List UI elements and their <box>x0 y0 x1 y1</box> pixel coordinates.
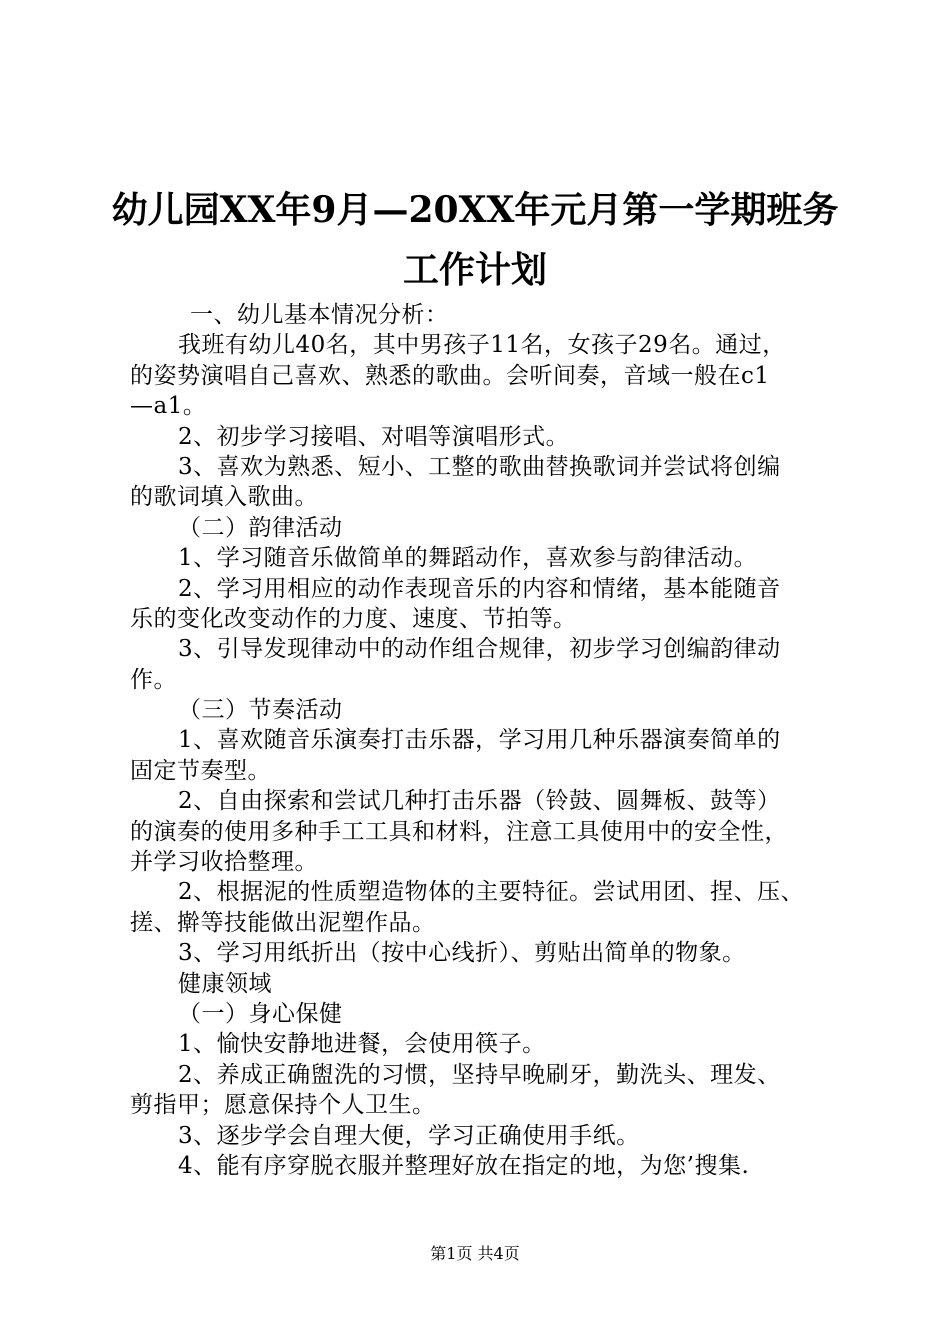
paragraph-line: 2、初步学习接唱、对唱等演唱形式。 <box>178 423 570 450</box>
paragraph-line: 2、养成正确盥洗的习惯，坚持早晚刷牙，勤洗头、理发、 <box>178 1061 781 1088</box>
paragraph-line: 乐的变化改变动作的力度、速度、节拍等。 <box>130 605 577 632</box>
paragraph-line: 1、学习随音乐做简单的舞蹈动作，喜欢参与韵律活动。 <box>178 545 758 572</box>
paragraph-line: 剪指甲；愿意保持个人卫生。 <box>130 1092 436 1119</box>
paragraph-line: —a1。 <box>130 393 207 420</box>
document-body <box>130 300 850 1181</box>
section-heading: 健康领域 <box>178 970 272 997</box>
paragraph-line: 3、学习用纸折出（按中心线折）、剪贴出简单的物象。 <box>178 940 746 967</box>
paragraph-line: 1、喜欢随音乐演奏打击乐器，学习用几种乐器演奏简单的 <box>178 727 781 754</box>
paragraph-line: 2、学习用相应的动作表现音乐的内容和情绪，基本能随音 <box>178 575 781 602</box>
paragraph-line: 的歌词填入歌曲。 <box>130 484 318 511</box>
paragraph-line: 1、愉快安静地进餐，会使用筷子。 <box>178 1031 546 1058</box>
paragraph-line: 2、自由探索和尝试几种打击乐器（铃鼓、圆舞板、鼓等） <box>178 788 781 815</box>
document-title-line-2: 工作计划 <box>402 249 547 291</box>
paragraph-line: 作。 <box>130 666 177 693</box>
paragraph-line: 我班有幼儿40名，其中男孩子11名，女孩子29名。通过， <box>178 332 786 359</box>
paragraph-line: 3、喜欢为熟悉、短小、工整的歌曲替换歌词并尝试将创编 <box>178 453 781 480</box>
paragraph-line: 3、逐步学会自理大便，学习正确使用手纸。 <box>178 1122 640 1149</box>
subsection-heading: （一）身心保健 <box>178 1000 343 1027</box>
paragraph-line: 固定节奏型。 <box>130 757 271 784</box>
paragraph-line: 搓、擀等技能做出泥塑作品。 <box>130 909 436 936</box>
page-number-footer: 第1页 共4页 <box>430 1244 520 1263</box>
paragraph-line: 的姿势演唱自己喜欢、熟悉的歌曲。会听间奏，音域一般在c1 <box>130 362 770 389</box>
paragraph-line: 的演奏的使用多种手工工具和材料，注意工具使用中的安全性， <box>130 818 788 845</box>
paragraph-line: 3、引导发现律动中的动作组合规律，初步学习创编韵律动 <box>178 636 781 663</box>
subsection-heading: （二）韵律活动 <box>178 514 343 541</box>
document-title-line-1: 幼儿园XX年9月—20XX年元月第一学期班务 <box>111 189 839 231</box>
paragraph-line: 2、根据泥的性质塑造物体的主要特征。尝试用团、捏、压、 <box>178 879 805 906</box>
section-heading: 一、幼儿基本情况分析： <box>190 302 449 328</box>
paragraph-line: 4、能有序穿脱衣服并整理好放在指定的地，为您’搜集. <box>178 1152 750 1179</box>
subsection-heading: （三）节奏活动 <box>178 697 343 724</box>
paragraph-line: 并学习收拾整理。 <box>130 849 318 876</box>
